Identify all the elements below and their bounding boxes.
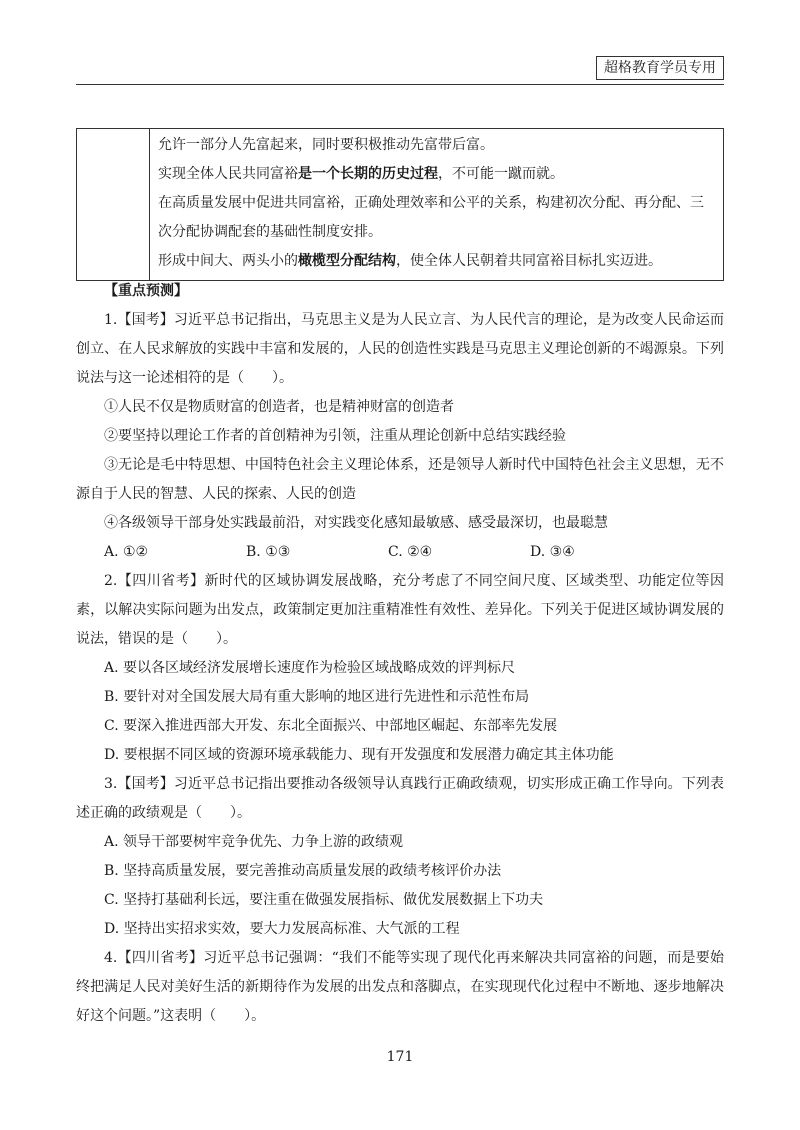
question-2-option-b: B. 要针对对全国发展大局有重大影响的地区进行先进性和示范性布局 xyxy=(104,689,530,705)
question-3-option-a: A. 领导干部要树牢竞争优先、力争上游的政绩观 xyxy=(104,834,404,850)
table-line-1 xyxy=(158,131,715,160)
question-3-stem: 3.【国考】习近平总书记指出要推动各级领导认真践行正确政绩观，切实形成正确工作导向。下列表述正确的政绩观是（ ）。 xyxy=(76,776,724,821)
question-4-stem: 4.【四川省考】习近平总书记强调：“我们不能等实现了现代化再来解决共同富裕的问题，而是要始终把满足人民对美好生活的新期待作为发展的出发点和落脚点，在实现现代化过程中不断地、逐步地解决好这个问题。”这表明（ ）。 xyxy=(76,950,724,1024)
header-divider xyxy=(76,84,724,85)
table-line-text: 允许一部分人先富起来，同时要积极推动先富带后富。 xyxy=(158,137,494,153)
main-content xyxy=(76,277,724,1031)
table-line-text: ，使全体人民朝着共同富裕目标扎实迈进。 xyxy=(396,253,662,269)
table-line-4 xyxy=(158,247,715,276)
question-1-statement-1: ①人民不仅是物质财富的创造者，也是精神财富的创造者 xyxy=(104,399,454,415)
table-line-3 xyxy=(158,189,715,247)
question-2-option-a: A. 要以各区域经济发展增长速度作为检验区域战略成效的评判标尺 xyxy=(104,660,516,676)
question-2-stem: 2.【四川省考】新时代的区域协调发展战略，充分考虑了不同空间尺度、区域类型、功能定位等因素，以解决实际问题为出发点，政策制定更加注重精准性有效性、差异化。下列关于促进区域协调发展的说法，错误的是（ ）。 xyxy=(76,573,724,647)
question-3-option-c: C. 坚持打基础利长远，要注重在做强发展指标、做优发展数据上下功夫 xyxy=(104,892,544,908)
table-line-text: ，不可能一蹴而就。 xyxy=(438,166,564,182)
table-line-emphasis: 是一个长期的历史过程 xyxy=(298,166,438,182)
table-left-cell xyxy=(77,129,150,281)
section-title: 【重点预测】 xyxy=(104,283,188,299)
policy-table xyxy=(76,128,724,281)
question-1-stem: 1.【国考】习近平总书记指出，马克思主义是为人民立言、为人民代言的理论，是为改变人民命运而创立、在人民求解放的实践中丰富和发展的，人民的创造性实践是马克思主义理论创新的不竭源泉。下列说法与这一论述相符的是（ ）。 xyxy=(76,312,724,386)
table-line-emphasis: 橄榄型分配结构 xyxy=(298,253,396,269)
question-1-choices xyxy=(76,538,724,567)
page-number: 171 xyxy=(386,1049,414,1065)
header-badge: 超格教育学员专用 xyxy=(596,56,724,80)
question-1-statement-3: ③无论是毛中特思想、中国特色社会主义理论体系，还是领导人新时代中国特色社会主义思想，无不源自于人民的智慧、人民的探索、人民的创造 xyxy=(76,457,724,502)
table-line-text: 在高质量发展中促进共同富裕，正确处理效率和公平的关系，构建初次分配、再分配、三次分配协调配套的基础性制度安排。 xyxy=(158,195,704,240)
question-3-option-d: D. 坚持出实招求实效，要大力发展高标准、大气派的工程 xyxy=(104,921,460,937)
question-1-choice-c: C. ②④ xyxy=(388,544,433,560)
question-1-statement-2: ②要坚持以理论工作者的首创精神为引领，注重从理论创新中总结实践经验 xyxy=(104,428,566,444)
question-1-choice-d: D. ③④ xyxy=(530,544,575,560)
question-2-option-d: D. 要根据不同区域的资源环境承载能力、现有开发强度和发展潜力确定其主体功能 xyxy=(104,747,614,763)
table-line-2 xyxy=(158,160,715,189)
question-3-option-b: B. 坚持高质量发展，要完善推动高质量发展的政绩考核评价办法 xyxy=(104,863,502,879)
question-1-statement-4: ④各级领导干部身处实践最前沿，对实践变化感知最敏感、感受最深切，也最聪慧 xyxy=(104,515,608,531)
table-line-text: 形成中间大、两头小的 xyxy=(158,253,298,269)
question-1-choice-a: A. ①② xyxy=(104,544,149,560)
table-right-cell xyxy=(150,129,724,281)
question-1-choice-b: B. ①③ xyxy=(246,544,291,560)
question-2-option-c: C. 要深入推进西部大开发、东北全面振兴、中部地区崛起、东部率先发展 xyxy=(104,718,558,734)
table-line-text: 实现全体人民共同富裕 xyxy=(158,166,298,182)
